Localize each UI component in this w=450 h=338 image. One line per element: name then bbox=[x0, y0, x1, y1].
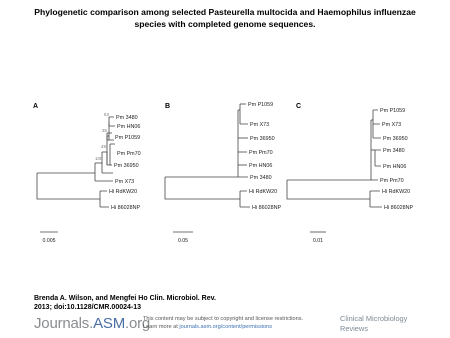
taxon-a-3: Pm P1059 bbox=[115, 135, 141, 141]
logo-suffix: .org bbox=[124, 315, 151, 332]
citation-doi: 2013; doi:10.1128/CMR.00024-13 bbox=[34, 304, 142, 311]
taxon-c-7: Hi RdKW20 bbox=[382, 189, 411, 195]
taxon-b-7: Hi RdKW20 bbox=[249, 189, 278, 195]
taxon-c-4: Pm 3480 bbox=[383, 148, 405, 154]
taxon-b-2: Pm X73 bbox=[250, 122, 270, 128]
taxon-c-6: Pm Pm70 bbox=[380, 178, 404, 184]
bootstrap-a-4: 100 bbox=[95, 156, 103, 161]
panel-label-c: C bbox=[296, 103, 302, 110]
taxon-b-3: Pm 36950 bbox=[250, 136, 275, 142]
title-line-2: species with completed genome sequences. bbox=[134, 19, 316, 29]
taxon-c-3: Pm 36950 bbox=[383, 136, 408, 142]
journal-line-1: Clinical Microbiology bbox=[340, 314, 408, 323]
taxon-b-4: Pm Pm70 bbox=[249, 150, 273, 156]
taxon-b-6: Pm 3480 bbox=[250, 175, 272, 181]
taxon-c-5: Pm HN06 bbox=[383, 164, 407, 170]
taxon-c-8: Hi 86028NP bbox=[384, 205, 414, 211]
bootstrap-a-1: 53 bbox=[104, 112, 109, 117]
panel-label-a: A bbox=[33, 103, 39, 110]
permissions-link[interactable]: journals.asm.org/content/permissions bbox=[179, 323, 273, 330]
taxon-a-2: Pm HN06 bbox=[117, 124, 141, 130]
taxon-a-1: Pm 3480 bbox=[116, 115, 138, 121]
logo-asm: ASM bbox=[93, 315, 125, 332]
taxon-b-1: Pm P1059 bbox=[248, 102, 274, 108]
panel-label-b: B bbox=[165, 103, 171, 110]
tree-c-branches bbox=[287, 110, 382, 207]
taxon-b-8: Hi 86028NP bbox=[252, 205, 282, 211]
taxon-c-1: Pm P1059 bbox=[380, 108, 406, 114]
scale-label-b: 0.05 bbox=[177, 238, 189, 244]
title-line-1: Phylogenetic comparison among selected Pasteurella multocida and Haemophilus influenzae bbox=[34, 7, 416, 17]
taxon-a-8: Hi 86028NP bbox=[111, 205, 141, 211]
journal-name bbox=[340, 314, 407, 333]
taxon-a-5: Pm 36950 bbox=[114, 163, 139, 169]
notice-line-1: This content may be subject to copyright and license restrictions. bbox=[143, 316, 304, 322]
taxon-a-4: Pm Pm70 bbox=[117, 151, 141, 157]
citation-authors: Brenda A. Wilson, and Mengfei Ho Clin. Microbiol. Rev. bbox=[34, 295, 216, 302]
taxon-a-6: Pm X73 bbox=[115, 179, 135, 185]
bootstrap-a-2: 35 bbox=[102, 128, 107, 133]
journal-line-2: Reviews bbox=[340, 323, 368, 333]
journals-asm-logo[interactable] bbox=[34, 315, 150, 332]
notice-prefix: Learn more at bbox=[143, 323, 180, 330]
bootstrap-a-3: 49 bbox=[101, 144, 106, 149]
tree-b-branches bbox=[165, 104, 250, 207]
taxon-a-7: Hi RdKW20 bbox=[109, 189, 138, 195]
logo-prefix: Journals. bbox=[34, 315, 94, 332]
copyright-notice bbox=[143, 316, 303, 331]
citation bbox=[34, 294, 216, 312]
scale-label-c: 0.01 bbox=[312, 238, 324, 244]
scale-label-a: 0.005 bbox=[42, 238, 56, 244]
taxon-c-2: Pm X73 bbox=[382, 122, 402, 128]
taxon-b-5: Pm HN06 bbox=[249, 163, 273, 169]
